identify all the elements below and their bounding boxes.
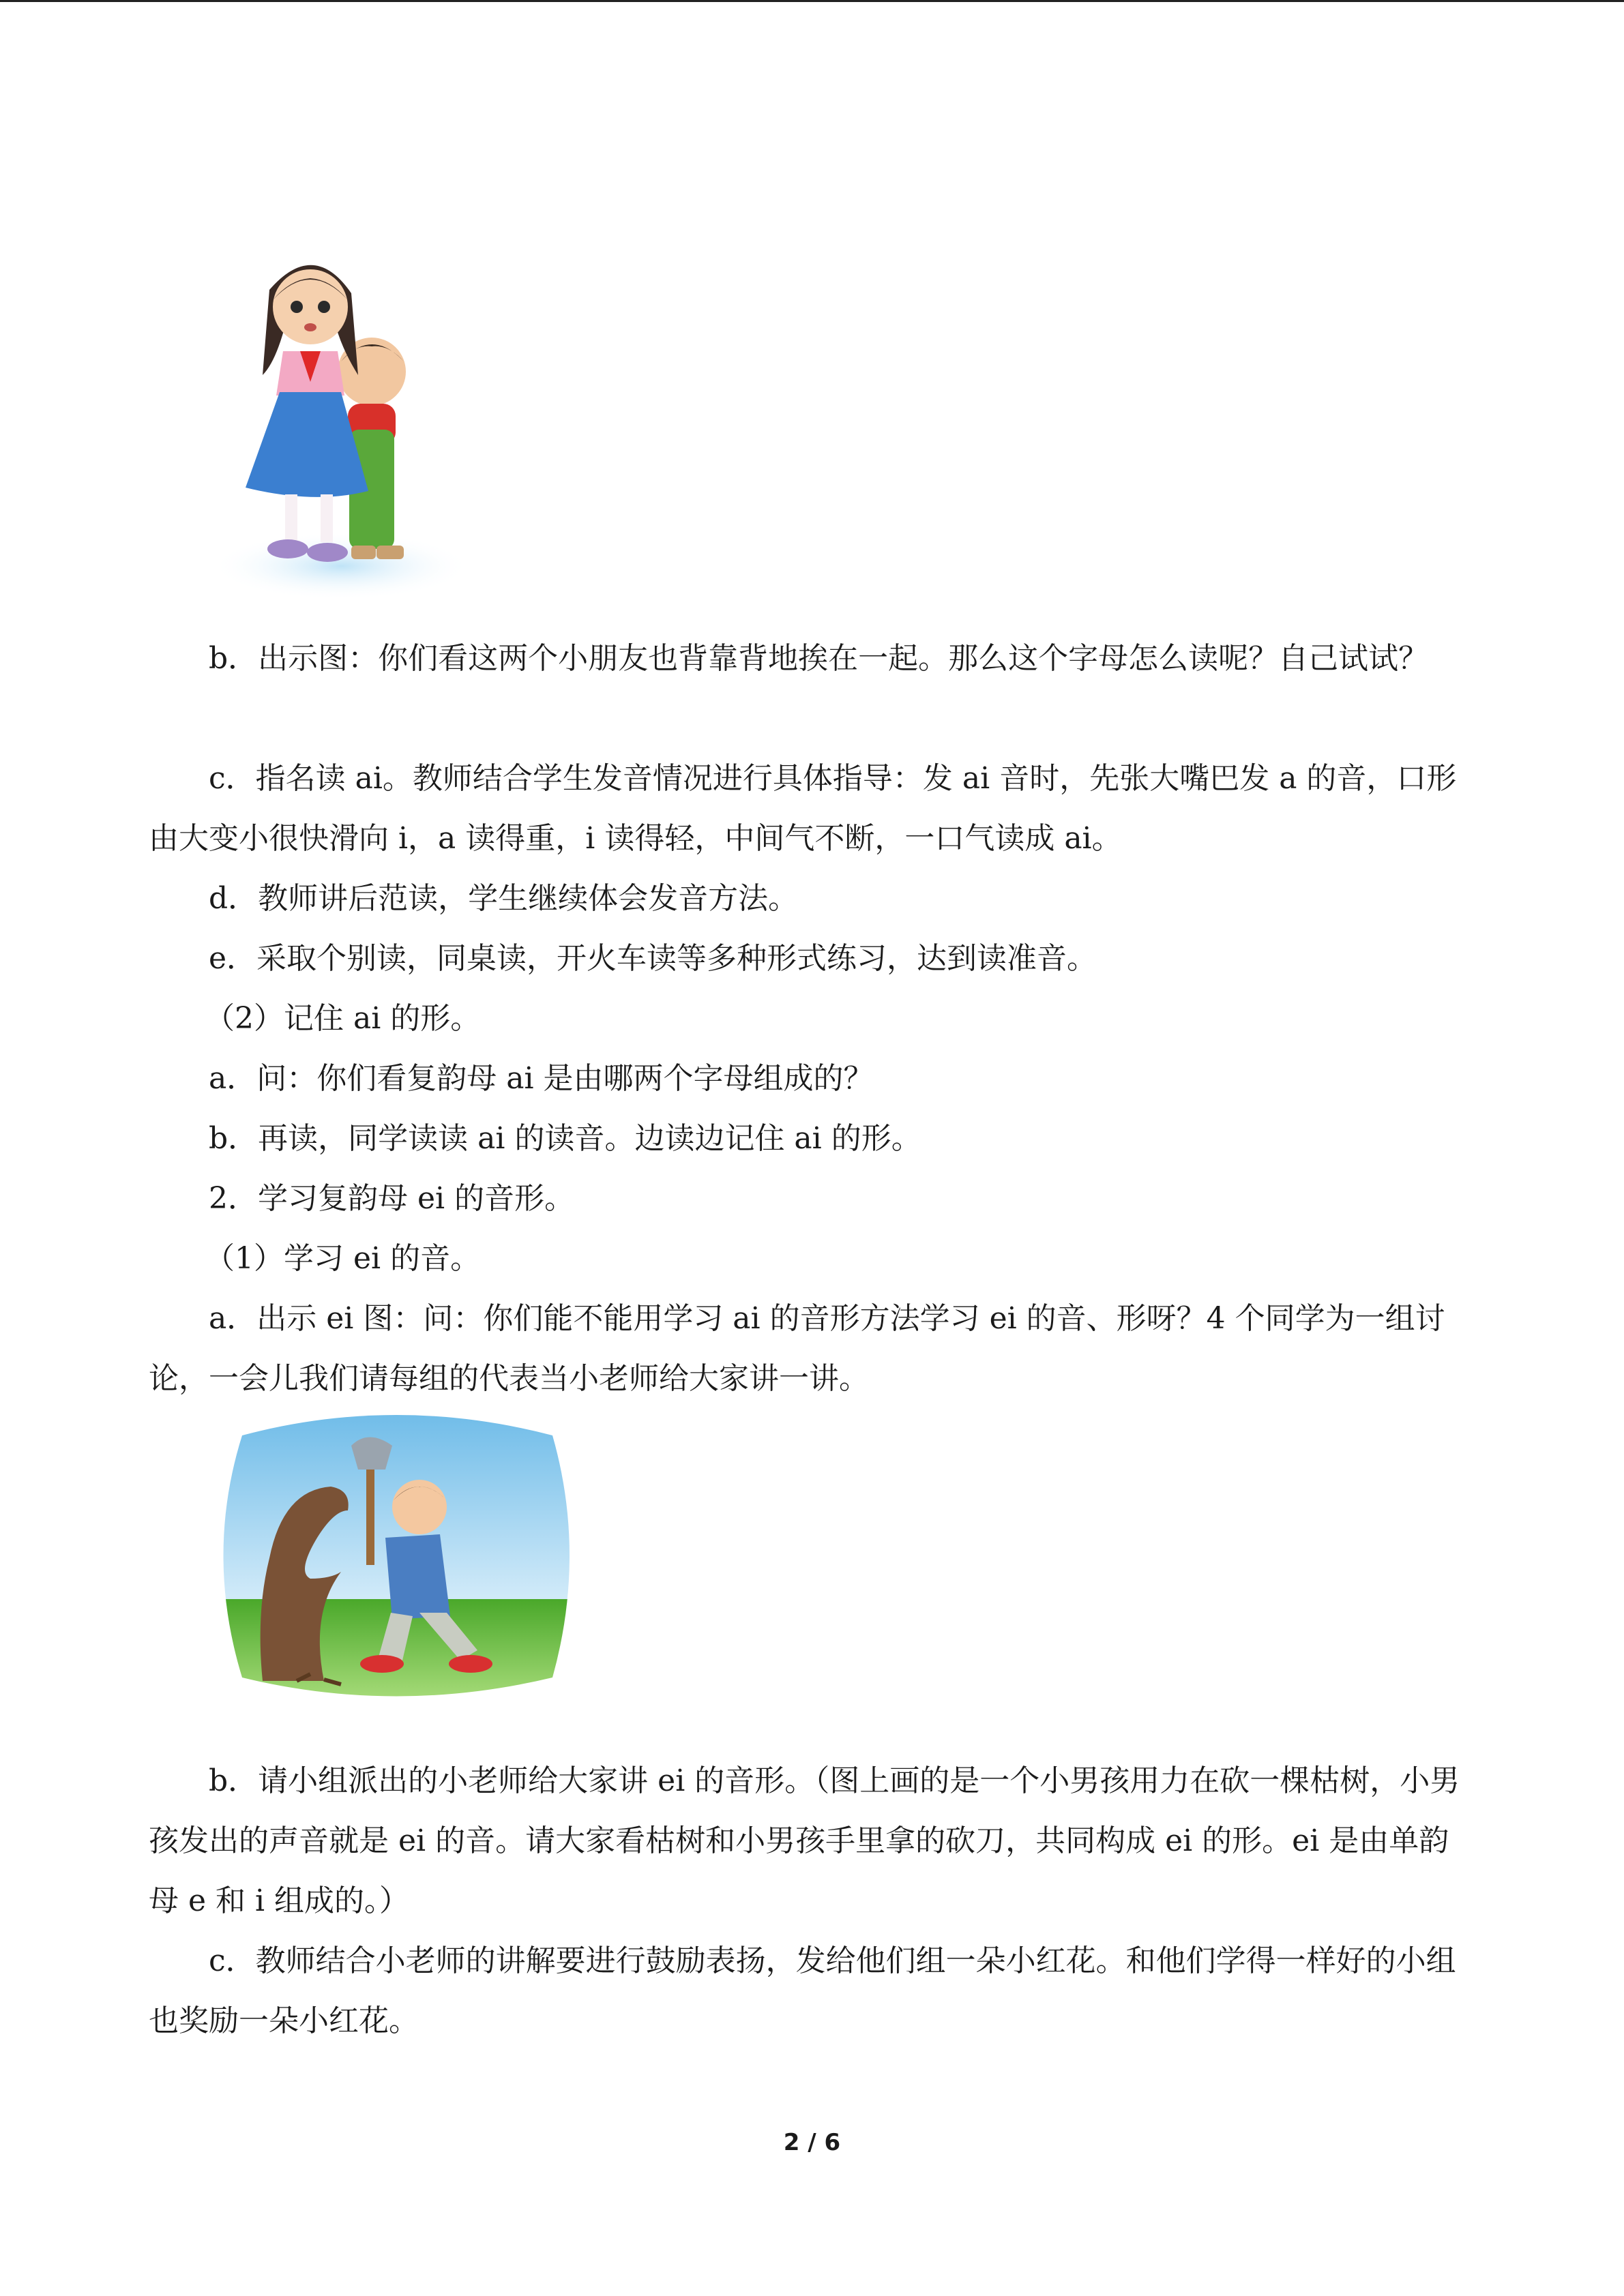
paragraph-a-show-ei-picture: a．出示 ei 图：问：你们能不能用学习 ai 的音形方法学习 ei 的音、形呀？4 个同学为一组讨论，一会儿我们请每组的代表当小老师给大家讲一讲。	[149, 1301, 1445, 1396]
page-number: 2 / 6	[783, 2129, 841, 2156]
paragraph-a-ask-composition: a．问：你们看复韵母 ai 是由哪两个字母组成的？	[209, 1061, 874, 1096]
top-rule	[0, 0, 1624, 2]
paragraph-c-teacher-praise: c．教师结合小老师的讲解要进行鼓励表扬，发给他们组一朵小红花。和他们学得一样好的小组也奖励一朵小红花。	[149, 1943, 1456, 2038]
paragraph-b-read-again: b．再读，同学读读 ai 的读音。边读边记住 ai 的形。	[209, 1121, 921, 1156]
heading-learn-ei: 2．学习复韵母 ei 的音形。	[209, 1181, 575, 1216]
paragraph-b-show-picture: b．出示图：你们看这两个小朋友也背靠背地挨在一起。那么这个字母怎么读呢？自己试试？	[209, 641, 1429, 676]
heading-remember-ai-shape: （2）记住 ai 的形。	[205, 1001, 481, 1036]
paragraph-c-name-read-ai: c．指名读 ai。教师结合学生发音情况进行具体指导：发 ai 音时，先张大嘴巴发 a 的音，口形由大变小很快滑向 i，a 读得重，i 读得轻，中间气不断，一口气读成 ai。	[149, 761, 1457, 856]
children-back-to-back-illustration	[205, 225, 477, 607]
paragraph-d-teacher-demo: d．教师讲后范读，学生继续体会发音方法。	[209, 881, 799, 916]
paragraph-e-practice-forms: e．采取个别读，同桌读，开火车读等多种形式练习，达到读准音。	[209, 941, 1097, 976]
paragraph-b-group-teacher-explains: b．请小组派出的小老师给大家讲 ei 的音形。（图上画的是一个小男孩用力在砍一棵枯树，小男孩发出的声音就是 ei 的音。请大家看枯树和小男孩手里拿的砍刀，共同构成 ei 的形。ei 是由单韵母 e 和 i 组成的。）	[149, 1763, 1460, 1918]
heading-learn-ei-sound: （1）学习 ei 的音。	[205, 1241, 481, 1276]
boy-chopping-tree-illustration	[215, 1408, 576, 1701]
